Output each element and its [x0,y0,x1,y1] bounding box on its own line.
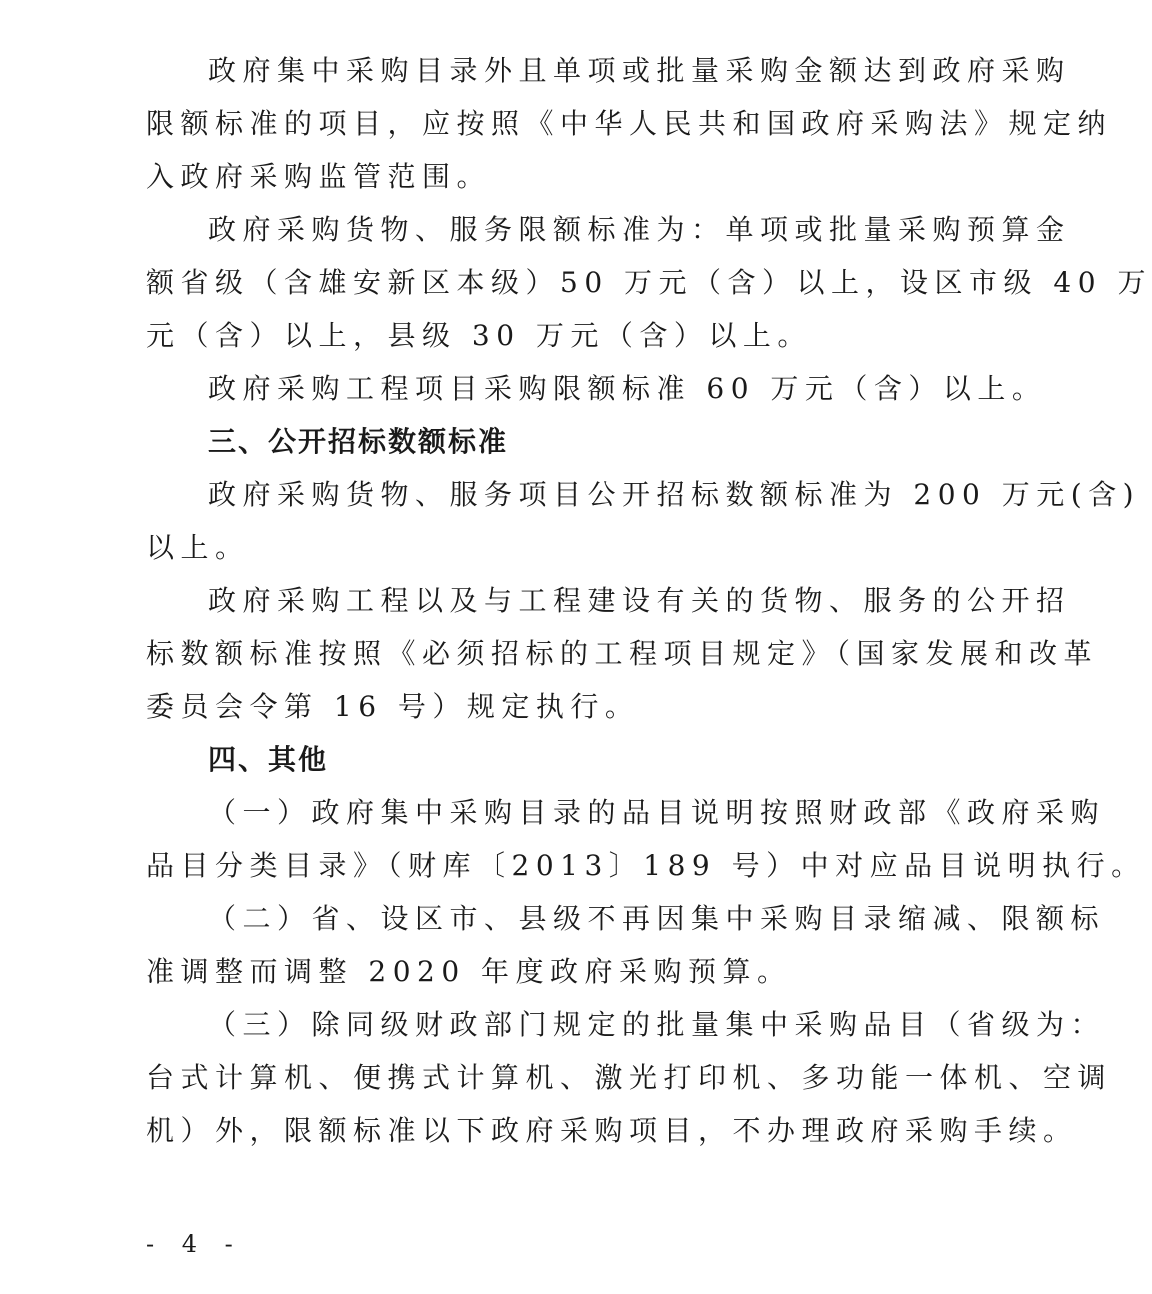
paragraph-line: 政府采购货物、服务项目公开招标数额标准为 200 万元(含) [208,478,1141,511]
paragraph-line: 以上。 [146,531,250,564]
paragraph-line: （一）政府集中采购目录的品目说明按照财政部《政府采购 [208,796,1106,829]
paragraph-line: 政府采购货物、服务限额标准为：单项或批量采购预算金 [208,213,1071,246]
paragraph-line: 准调整而调整 2020 年度政府采购预算。 [146,955,792,988]
paragraph-line: 政府集中采购目录外且单项或批量采购金额达到政府采购 [208,54,1071,87]
section-heading-4: 四、其他 [208,743,329,776]
paragraph-line: 委员会令第 16 号）规定执行。 [146,690,640,723]
paragraph-line: 额省级（含雄安新区本级）50 万元（含）以上，设区市级 40 万 [146,266,1152,299]
paragraph-line: 元（含）以上，县级 30 万元（含）以上。 [146,319,812,352]
paragraph-line: 台式计算机、便携式计算机、激光打印机、多功能一体机、空调 [146,1061,1113,1094]
paragraph-line: 品目分类目录》（财库〔2013〕189 号）中对应品目说明执行。 [146,849,1146,882]
document-page [146,44,1152,1157]
paragraph-line: 限额标准的项目，应按照《中华人民共和国政府采购法》规定纳 [146,107,1113,140]
page-number: - 4 - [146,1230,243,1258]
paragraph-line: （二）省、设区市、县级不再因集中采购目录缩减、限额标 [208,902,1106,935]
paragraph-line: 政府采购工程项目采购限额标准 60 万元（含）以上。 [208,372,1047,405]
paragraph-line: 政府采购工程以及与工程建设有关的货物、服务的公开招 [208,584,1071,617]
section-heading-3: 三、公开招标数额标准 [208,425,509,458]
paragraph-line: 入政府采购监管范围。 [146,160,492,193]
paragraph-line: 机）外，限额标准以下政府采购项目，不办理政府采购手续。 [146,1114,1078,1147]
paragraph-line: 标数额标准按照《必须招标的工程项目规定》（国家发展和改革 [146,637,1099,670]
paragraph-line: （三）除同级财政部门规定的批量集中采购品目（省级为： [208,1008,1106,1041]
